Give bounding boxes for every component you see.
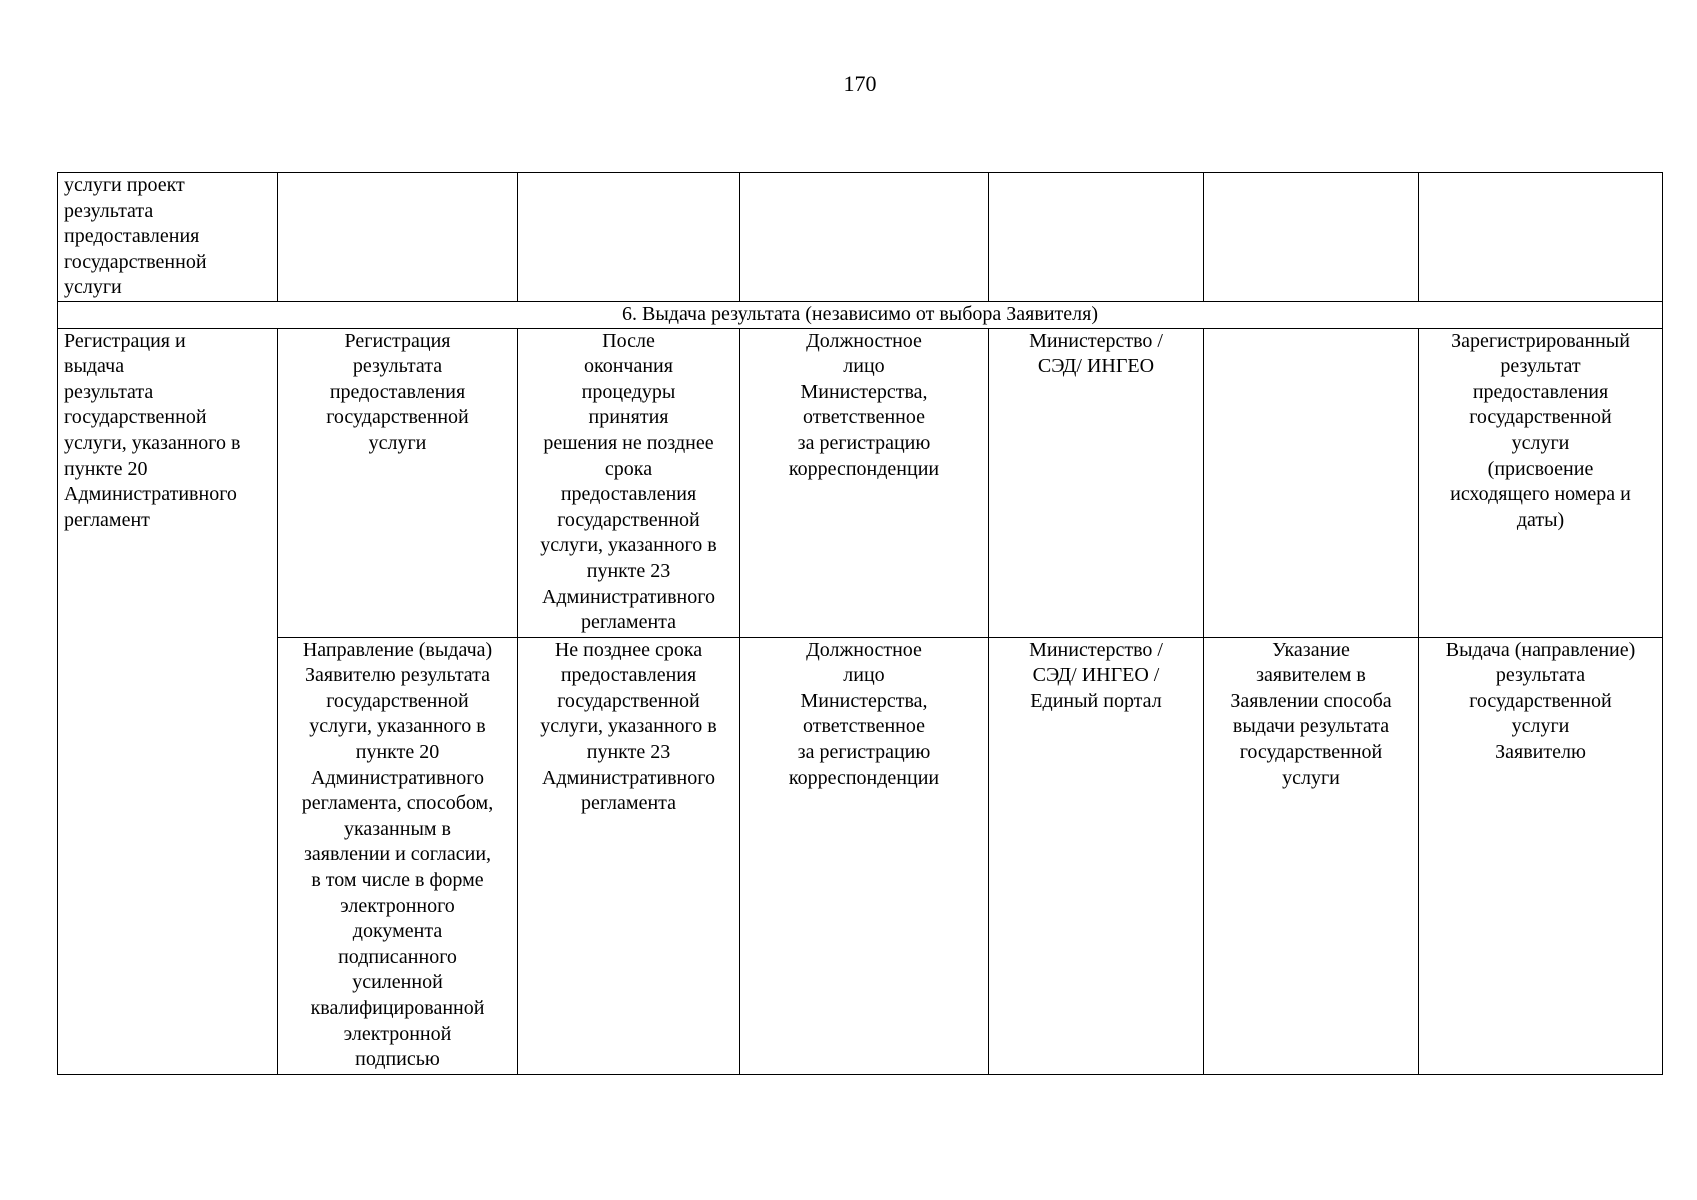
- cell-action: [278, 328, 518, 637]
- cell-action: [278, 637, 518, 1074]
- result-text: Зарегистрированный результат предоставления государственной услуги (присвоение исходящего номера и даты): [1450, 329, 1631, 531]
- cell-result: [1419, 328, 1663, 637]
- cell-empty: [989, 173, 1204, 302]
- responsible-text: Должностное лицо Министерства, ответственное за регистрацию корреспонденции: [788, 329, 940, 480]
- cell-empty: [740, 173, 989, 302]
- cell-empty: [1204, 173, 1419, 302]
- cell-deadline: [518, 328, 740, 637]
- table-row-sending: [58, 637, 1663, 1074]
- system-text: Министерство / СЭД/ ИНГЕО / Единый портал: [1029, 638, 1163, 712]
- deadline-text: Не позднее срока предоставления государственной услуги, указанного в пункте 23 Административного регламента: [540, 638, 717, 815]
- cell-procedure-continued: [58, 173, 278, 302]
- procedure-table: [57, 172, 1663, 1075]
- cell-criteria: [1204, 328, 1419, 637]
- deadline-text: После окончания процедуры принятия решения не позднее срока предоставления государственной услуги, указанного в пункте 23 Административного регламента: [540, 329, 717, 634]
- cell-procedure-name: [58, 328, 278, 1074]
- cell-system: [989, 328, 1204, 637]
- cell-empty: [518, 173, 740, 302]
- cell-deadline: [518, 637, 740, 1074]
- page-number: 170: [843, 71, 877, 96]
- table-row-registration: [58, 328, 1663, 637]
- action-text: Направление (выдача) Заявителю результата государственной услуги, указанного в пункте 20 Административного регламента, способом, указанным в заявлении и согласии, в том числе в форме электронного документа подписанного усиленной квалифицированной электронной подписью: [301, 638, 494, 1071]
- system-text: Министерство / СЭД/ ИНГЕО: [1029, 329, 1163, 378]
- responsible-text: Должностное лицо Министерства, ответственное за регистрацию корреспонденции: [788, 638, 940, 789]
- criteria-text: Указание заявителем в Заявлении способа выдачи результата государственной услуги: [1230, 638, 1392, 789]
- action-text: Регистрация результата предоставления государственной услуги: [326, 329, 469, 454]
- cell-responsible: [740, 637, 989, 1074]
- result-text: Выдача (направление) результата государственной услуги Заявителю: [1445, 638, 1636, 763]
- procedure-continued-text: услуги проект результата предоставления государственной услуги: [64, 174, 207, 299]
- cell-system: [989, 637, 1204, 1074]
- cell-empty: [1419, 173, 1663, 302]
- section-title: 6. Выдача результата (независимо от выбора Заявителя): [58, 302, 1663, 329]
- table-row-continued: [58, 173, 1663, 302]
- section-header-row: [58, 302, 1663, 329]
- cell-responsible: [740, 328, 989, 637]
- cell-empty: [278, 173, 518, 302]
- cell-criteria: [1204, 637, 1419, 1074]
- cell-result: [1419, 637, 1663, 1074]
- procedure-name-text: Регистрация и выдача результата государственной услуги, указанного в пункте 20 Административного регламент: [64, 329, 241, 531]
